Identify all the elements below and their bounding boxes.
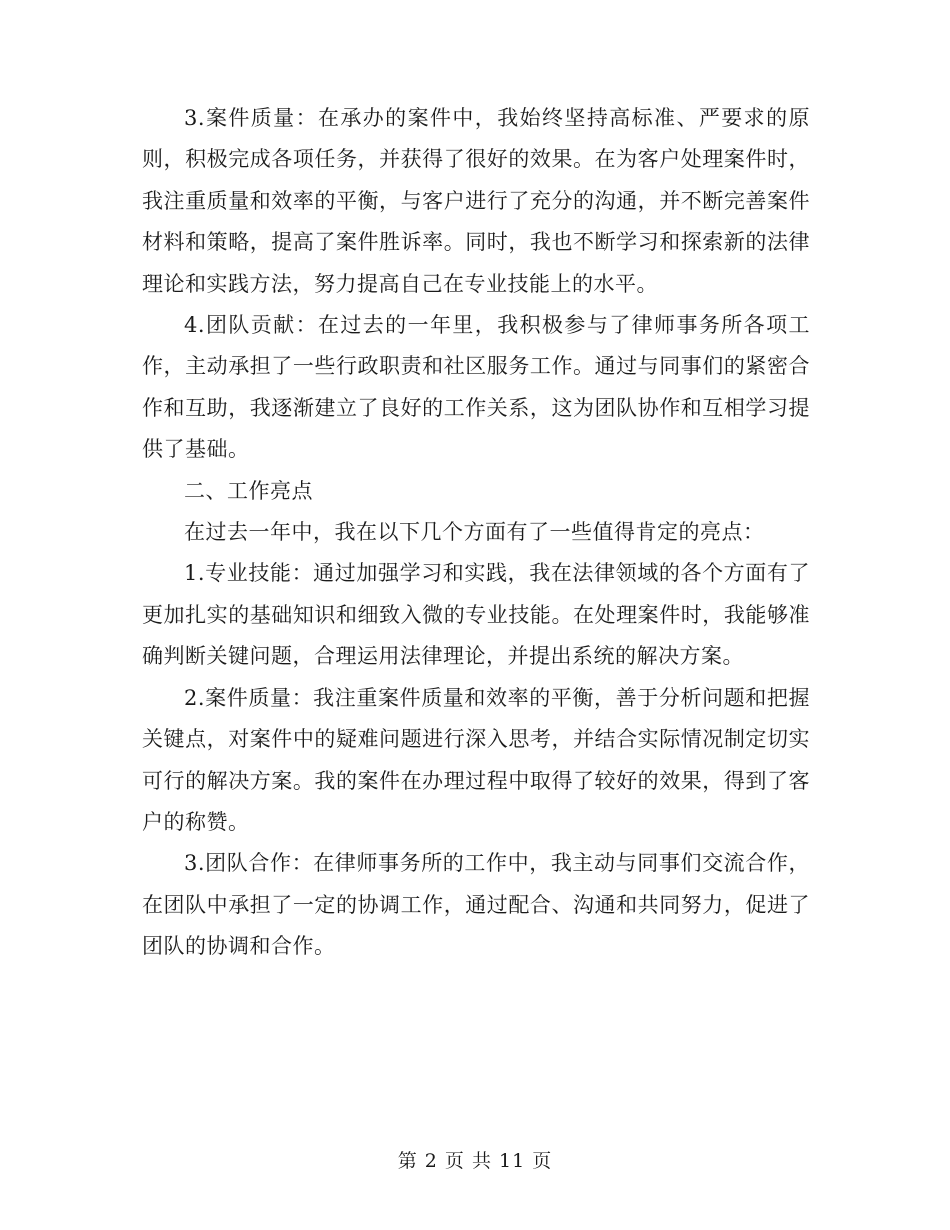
paragraph-highlights-intro: 在过去一年中，我在以下几个方面有了一些值得肯定的亮点： bbox=[184, 520, 765, 545]
paragraph-professional-skills: 1.专业技能：通过加强学习和实践，我在法律领域的各个方面有了更加扎实的基础知识和细致入微的专业技能。在处理案件时，我能够准确判断关键问题，合理运用法律理论，并提出系统的解决方案。 bbox=[142, 561, 810, 669]
document-body bbox=[142, 98, 810, 968]
paragraph-case-quality-highlight: 2.案件质量：我注重案件质量和效率的平衡，善于分析问题和把握关键点，对案件中的疑难问题进行深入思考，并结合实际情况制定切实可行的解决方案。我的案件在办理过程中取得了较好的效果，得到了客户的称赞。 bbox=[142, 685, 810, 834]
paragraph-teamwork: 3.团队合作：在律师事务所的工作中，我主动与同事们交流合作，在团队中承担了一定的协调工作，通过配合、沟通和共同努力，促进了团队的协调和合作。 bbox=[142, 851, 810, 959]
page-footer bbox=[0, 1146, 950, 1173]
section-heading-highlights: 二、工作亮点 bbox=[184, 478, 313, 503]
paragraph-team-contribution: 4.团队贡献：在过去的一年里，我积极参与了律师事务所各项工作，主动承担了一些行政职责和社区服务工作。通过与同事们的紧密合作和互助，我逐渐建立了良好的工作关系，这为团队协作和互相学习提供了基础。 bbox=[142, 313, 810, 462]
page-number: 第 2 页 共 11 页 bbox=[397, 1150, 553, 1172]
paragraph-case-quality: 3.案件质量：在承办的案件中，我始终坚持高标准、严要求的原则，积极完成各项任务，并获得了很好的效果。在为客户处理案件时，我注重质量和效率的平衡，与客户进行了充分的沟通，并不断完善案件材料和策略，提高了案件胜诉率。同时，我也不断学习和探索新的法律理论和实践方法，努力提高自己在专业技能上的水平。 bbox=[142, 106, 810, 296]
